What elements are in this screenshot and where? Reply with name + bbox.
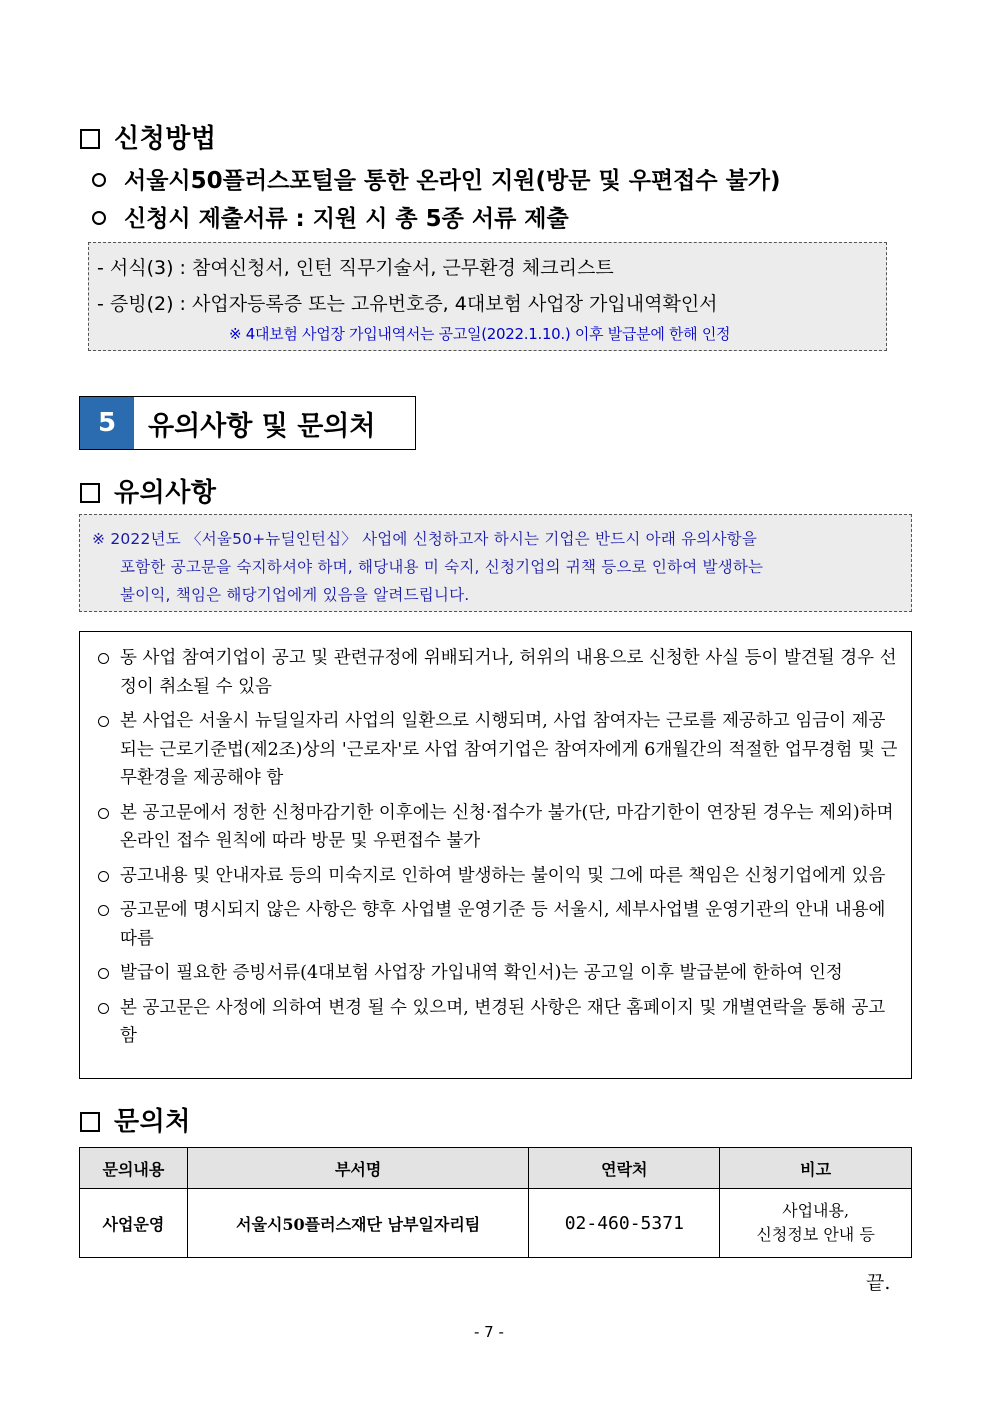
rule-item: 공고내용 및 안내자료 등의 미숙지로 인하여 발생하는 불이익 및 그에 따른 책임은 신청기업에게 있음 [98,862,899,891]
documents-proofs: - 증빙(2) : 사업자등록증 또는 고유번호증, 4대보험 사업장 가입내역확인서 [97,293,718,315]
checkbox-square-icon [80,483,100,503]
contact-table [79,1147,912,1258]
section-title: 유의사항 및 문의처 [148,410,376,442]
circle-bullet-icon [98,716,109,727]
cautions-rules-box [79,631,912,1079]
cell-dept: 서울시50플러스재단 남부일자리팀 [187,1189,529,1258]
circle-bullet-icon [98,968,109,979]
cell-phone: 02-460-5371 [529,1189,720,1258]
circle-bullet-icon [98,1003,109,1014]
checkbox-square-icon [80,129,100,149]
cautions-heading: 유의사항 [80,472,216,509]
documents-note: ※ 4대보험 사업장 가입내역서는 공고일(2022.1.10.) 이후 발급분에 한해 인정 [229,325,731,343]
documents-box [88,242,887,351]
header-topic: 문의내용 [80,1148,188,1189]
rule-item: 공고문에 명시되지 않은 사항은 향후 사업별 운영기준 등 서울시, 세부사업별 운영기관의 안내 내용에 따름 [98,896,899,953]
cell-note-line: 신청정보 안내 등 [756,1225,875,1244]
cell-note-line: 사업내용, [782,1201,850,1220]
apply-bullet-2: 신청시 제출서류 : 지원 시 총 5종 서류 제출 [92,200,569,233]
documents-forms: - 서식(3) : 참여신청서, 인턴 직무기술서, 근무환경 체크리스트 [97,257,614,279]
circle-bullet-icon [98,653,109,664]
end-mark: 끝. [866,1272,891,1294]
circle-bullet-icon [98,905,109,916]
rule-item: 발급이 필요한 증빙서류(4대보험 사업장 가입내역 확인서)는 공고일 이후 발급분에 한하여 인정 [98,959,899,988]
apply-bullet-1: 서울시50플러스포털을 통한 온라인 지원(방문 및 우편접수 불가) [92,162,781,195]
contact-heading: 문의처 [80,1101,191,1138]
header-phone: 연락처 [529,1148,720,1189]
notice-line: 포함한 공고문을 숙지하셔야 하며, 해당내용 미 숙지, 신청기업의 귀책 등으로 인하여 발생하는 [120,558,764,576]
circle-bullet-icon [98,871,109,882]
rule-item: 동 사업 참여기업이 공고 및 관련규정에 위배되거나, 허위의 내용으로 신청한 사실 등이 발견될 경우 선정이 취소될 수 있음 [98,644,899,701]
header-note: 비고 [720,1148,912,1189]
apply-heading: 신청방법 [80,118,216,155]
cautions-notice-box [79,514,912,612]
cell-topic: 사업운영 [80,1189,188,1258]
rule-item: 본 공고문에서 정한 신청마감기한 이후에는 신청·접수가 불가(단, 마감기한이 연장된 경우는 제외)하며 온라인 접수 원칙에 따라 방문 및 우편접수 불가 [98,799,899,856]
rule-item: 본 공고문은 사정에 의하여 변경 될 수 있으며, 변경된 사항은 재단 홈페이지 및 개별연락을 통해 공고함 [98,994,899,1051]
circle-bullet-icon [92,173,106,187]
notice-line: 불이익, 책임은 해당기업에게 있음을 알려드립니다. [120,586,470,604]
checkbox-square-icon [80,1112,100,1132]
rule-item: 본 사업은 서울시 뉴딜일자리 사업의 일환으로 시행되며, 사업 참여자는 근로를 제공하고 임금이 제공되는 근로기준법(제2조)상의 '근로자'로 사업 참여기업은 참여자에게 6개월간의 적절한 업무경험 및 근무환경을 제공해야 함 [98,707,899,793]
circle-bullet-icon [92,211,106,225]
notice-line: ※ 2022년도 〈서울50+뉴딜인턴십〉 사업에 신청하고자 하시는 기업은 반드시 아래 유의사항을 [92,530,757,548]
cell-note [720,1189,912,1258]
table-header-row [80,1148,912,1189]
page-number: - 7 - [474,1323,504,1341]
table-row [80,1189,912,1258]
circle-bullet-icon [98,808,109,819]
section-number: 5 [80,397,134,449]
header-dept: 부서명 [187,1148,529,1189]
section-banner [79,396,416,450]
